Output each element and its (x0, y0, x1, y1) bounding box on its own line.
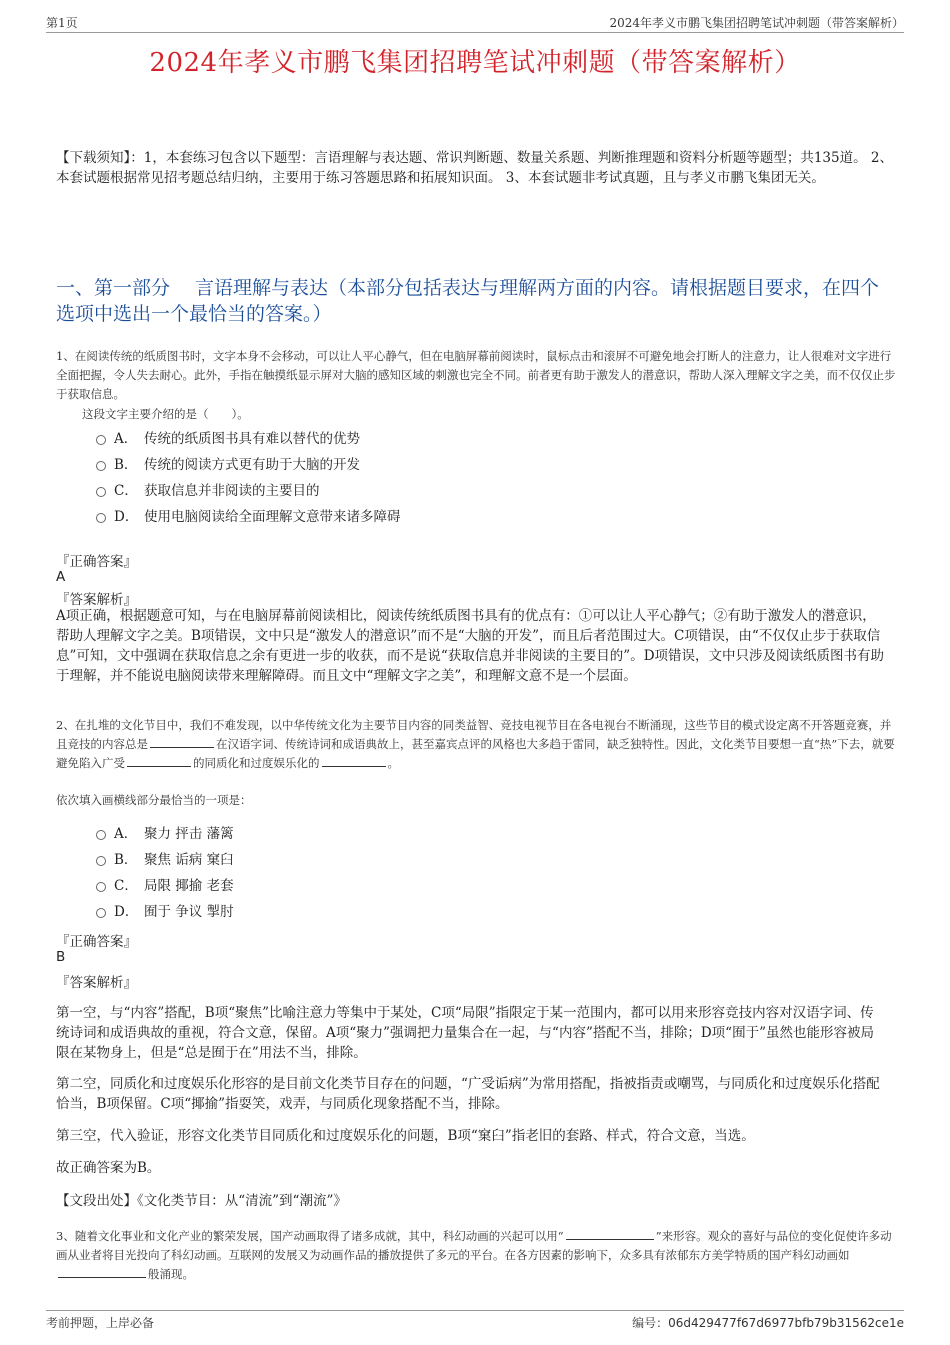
footer-slogan: 考前押题，上岸必备 (46, 1316, 155, 1330)
q2-analysis-2: 第二空，同质化和过度娱乐化形容的是目前文化类节目存在的问题，“广受诟病”为常用搭配，指被指责或嘲骂，与同质化和过度娱乐化搭配恰当，B项保留。C项“揶揄”指耍笑，戏弄，与同质化现象搭配不当，排除。 (56, 1076, 880, 1112)
q2-source: 【文段出处】《文化类节目：从“清流”到“潮流”》 (56, 1193, 347, 1209)
blank-3[interactable] (322, 755, 386, 767)
header-doc-title: 2024年孝义市鹏飞集团招聘笔试冲刺题（带答案解析） (609, 16, 904, 30)
q2-analysis-4: 故正确答案为B。 (56, 1160, 161, 1176)
q1-analysis: A项正确，根据题意可知，与在电脑屏幕前阅读相比，阅读传统纸质图书具有的优点有：①可以让人平心静气；②有助于激发人的潜意识，帮助人理解文字之美。B项错误，文中只是“激发人的潜意识”而不是“大脑的开发”，而且后者范围过大。C项错误，由“不仅仅止步于获取信息”可知，文中强调在获取信息之余有更进一步的收获，而不是说“获取信息并非阅读的主要目的”。D项错误，文中只涉及阅读纸质图书有助于理解，并不能说电脑阅读带来理解障碍。而且文中“理解文字之美”，和理解文意不是一个层面。 (56, 608, 885, 684)
radio-icon[interactable] (96, 882, 106, 892)
blank-1[interactable] (150, 736, 214, 748)
q2-option-d[interactable]: D． 囿于 争议 掣肘 (96, 902, 234, 922)
blank-2[interactable] (58, 1266, 146, 1278)
footer-code: 编号：06d429477f67d6977bfb79b31562ce1e (632, 1316, 904, 1330)
question-2-stem: 依次填入画横线部分最恰当的一项是： (56, 793, 252, 807)
section-title: 一、第一部分 言语理解与表达（本部分包括表达与理解两方面的内容。请根据题目要求，在四个选项中选出一个最恰当的答案。） (56, 277, 880, 325)
q1-answer: A (56, 569, 66, 585)
question-1-stem: 这段文字主要介绍的是（ ）。 (82, 407, 249, 421)
blank-2[interactable] (127, 755, 191, 767)
radio-icon[interactable] (96, 461, 106, 471)
blank-1[interactable] (566, 1228, 654, 1240)
q1-answer-label: 『正确答案』 (56, 554, 137, 570)
q1-option-c[interactable]: C． 获取信息并非阅读的主要目的 (96, 481, 320, 501)
q1-analysis-label: 『答案解析』 (56, 592, 137, 608)
radio-icon[interactable] (96, 487, 106, 497)
footer-divider (46, 1310, 904, 1311)
radio-icon[interactable] (96, 513, 106, 523)
q2-analysis-1: 第一空，与“内容”搭配，B项“聚焦”比喻注意力等集中于某处，C项“局限”指限定于某一范围内，都可以用来形容竞技内容对汉语字词、传统诗词和成语典故的重视，符合文意，保留。A项“聚力”强调把力量集合在一起，与“内容”搭配不当，排除；D项“囿于”虽然也能形容被局限在某物身上，但是“总是囿于在”用法不当，排除。 (56, 1005, 874, 1061)
q1-option-a[interactable]: A． 传统的纸质图书具有难以替代的优势 (96, 429, 360, 449)
q2-option-c[interactable]: C． 局限 揶揄 老套 (96, 876, 234, 896)
question-2-text: 2、在扎堆的文化节目中，我们不难发现，以中华传统文化为主要节目内容的同类益智、竞技电视节目在各电视台不断涌现，这些节目的模式设定离不开答题竞赛，并且竞技的内容总是 在汉语字词、传统诗词和成语典故上，甚至嘉宾点评的风格也大多趋于雷同，缺乏独特性。因此，文化类节目要想一直“热”下去，就要避免陷入广受 的同质化和过度娱乐化的 。 (56, 718, 895, 770)
page-footer (46, 1314, 904, 1332)
header-divider (46, 32, 904, 33)
radio-icon[interactable] (96, 435, 106, 445)
q1-option-b[interactable]: B． 传统的阅读方式更有助于大脑的开发 (96, 455, 360, 475)
question-1-text: 1、在阅读传统的纸质图书时，文字本身不会移动，可以让人平心静气，但在电脑屏幕前阅读时，鼠标点击和滚屏不可避免地会打断人的注意力，让人很难对文字进行全面把握，令人失去耐心。此外，手指在触摸纸显示屏对大脑的感知区域的刺激也完全不同。前者更有助于激发人的潜意识，帮助人深入理解文字之美，而不仅仅止步于获取信息。 (56, 349, 896, 401)
download-notice: 【下载须知】：1，本套练习包含以下题型：言语理解与表达题、常识判断题、数量关系题、判断推理题和资料分析题等题型；共135道。 2、本套试题根据常见招考题总结归纳，主要用于练习答题思路和拓展知识面。 3、本套试题非考试真题，且与孝义市鹏飞集团无关。 (56, 150, 893, 186)
q2-answer-label: 『正确答案』 (56, 934, 137, 950)
document-title: 2024年孝义市鹏飞集团招聘笔试冲刺题（带答案解析） (149, 48, 801, 78)
q2-option-b[interactable]: B． 聚焦 诟病 窠臼 (96, 850, 234, 870)
q1-option-d[interactable]: D． 使用电脑阅读给全面理解文意带来诸多障碍 (96, 507, 401, 527)
page-header (46, 14, 904, 32)
radio-icon[interactable] (96, 830, 106, 840)
q2-answer: B (56, 949, 66, 965)
page-number: 第1页 (46, 16, 78, 30)
q2-option-a[interactable]: A． 聚力 抨击 藩篱 (96, 824, 234, 844)
question-3-text: 3、随着文化事业和文化产业的繁荣发展，国产动画取得了诸多成就，其中，科幻动画的兴起可以用“ ”来形容。观众的喜好与品位的变化促使许多动画从业者将目光投向了科幻动画。互联网的发展又为动画作品的播放提供了多元的平台。在各方因素的影响下，众多具有浓郁东方美学特质的国产科幻动画如般涌现。 (56, 1229, 892, 1281)
radio-icon[interactable] (96, 856, 106, 866)
q2-analysis-label: 『答案解析』 (56, 975, 137, 991)
radio-icon[interactable] (96, 908, 106, 918)
q2-analysis-3: 第三空，代入验证，形容文化类节目同质化和过度娱乐化的问题，B项“窠臼”指老旧的套路、样式，符合文意，当选。 (56, 1128, 755, 1144)
